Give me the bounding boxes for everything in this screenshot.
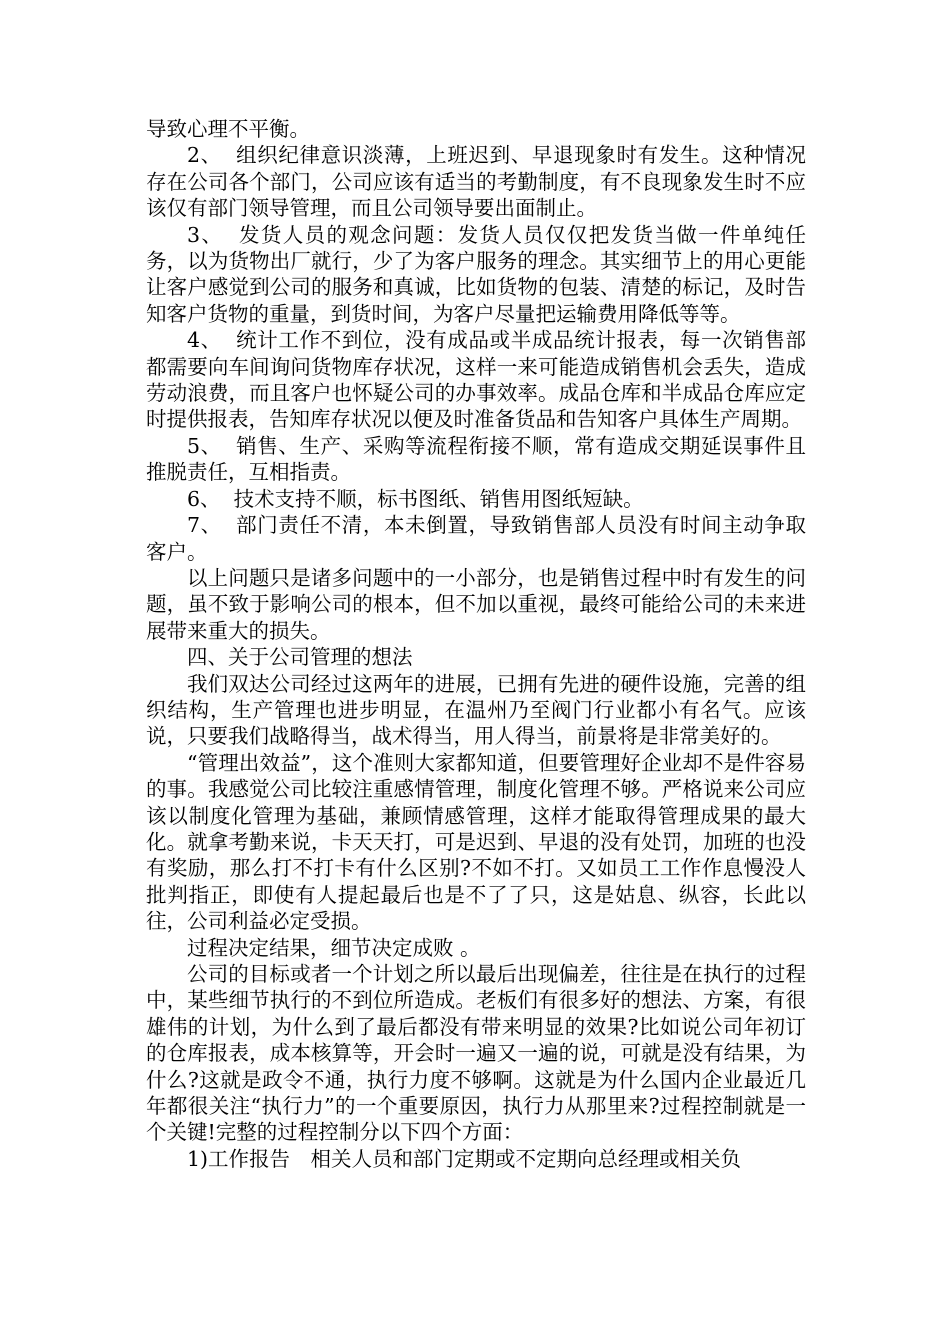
summary-paragraph: 以上问题只是诸多问题中的一小部分，也是销售过程中时有发生的问题，虽不致于影响公司的根本，但不加以重视，最终可能给公司的未来进展带来重大的损失。	[146, 565, 806, 643]
list-item-6: 6、 技术支持不顺，标书图纸、销售用图纸短缺。	[187, 486, 644, 511]
numbered-item: 1)工作报告 相关人员和部门定期或不定期向总经理或相关负	[187, 1146, 742, 1171]
body-paragraph: “管理出效益”，这个准则大家都知道，但要管理好企业却不是件容易的事。我感觉公司比较注重感情管理，制度化管理不够。严格说来公司应该以制度化管理为基础，兼顾情感管理，这样才能取得管理成果的最大化。就拿考勤来说，卡天天打，可是迟到、早退的没有处罚，加班的也没有奖励，那么打不打卡有什么区别?不如不打。又如员工工作作息慢没人批判指正，即使有人提起最后也是不了了只，这是姑息、纵容，长此以往，公司利益必定受损。	[146, 750, 806, 934]
list-item-3: 3、 发货人员的观念问题：发货人员仅仅把发货当做一件单纯任务，以为货物出厂就行，少了为客户服务的理念。其实细节上的用心更能让客户感觉到公司的服务和真诚，比如货物的包装、清楚的标记，及时告知客户货物的重量，到货时间，为客户尽量把运输费用降低等等。	[146, 222, 806, 326]
list-item-2: 2、 组织纪律意识淡薄，上班迟到、早退现象时有发生。这种情况存在公司各个部门，公司应该有适当的考勤制度，有不良现象发生时不应该仅有部门领导管理，而且公司领导要出面制止。	[146, 143, 806, 221]
subheading-paragraph: 过程决定结果，细节决定成败 。	[187, 935, 481, 960]
section-heading: 四、关于公司管理的想法	[187, 645, 413, 670]
body-paragraph: 公司的目标或者一个计划之所以最后出现偏差，往往是在执行的过程中，某些细节执行的不到位所造成。老板们有很多好的想法、方案，有很雄伟的计划，为什么到了最后都没有带来明显的效果?比如说公司年初订的仓库报表，成本核算等，开会时一遍又一遍的说，可就是没有结果，为什么?这就是政令不通，执行力度不够啊。这就是为什么国内企业最近几年都很关注“执行力”的一个重要原因，执行力从那里来?过程控制就是一个关键!完整的过程控制分以下四个方面：	[146, 962, 806, 1145]
paragraph-continuation: 导致心理不平衡。	[146, 117, 310, 141]
list-item-5: 5、 销售、生产、采购等流程衔接不顺，常有造成交期延误事件且推脱责任，互相指责。	[146, 433, 806, 485]
list-item-4: 4、 统计工作不到位，没有成品或半成品统计报表，每一次销售部都需要向车间询问货物库存状况，这样一来可能造成销售机会丢失，造成劳动浪费，而且客户也怀疑公司的办事效率。成品仓库和半成品仓库应定时提供报表，告知库存状况以便及时准备货品和告知客户具体生产周期。	[146, 328, 806, 432]
list-item-7: 7、 部门责任不清，本未倒置，导致销售部人员没有时间主动争取客户。	[146, 513, 806, 564]
document-body	[146, 116, 806, 1172]
body-paragraph: 我们双达公司经过这两年的进展，已拥有先进的硬件设施，完善的组织结构，生产管理也进步明显，在温州乃至阀门行业都小有名气。应该说，只要我们战略得当，战术得当，用人得当，前景将是非常美好的。	[146, 671, 806, 749]
